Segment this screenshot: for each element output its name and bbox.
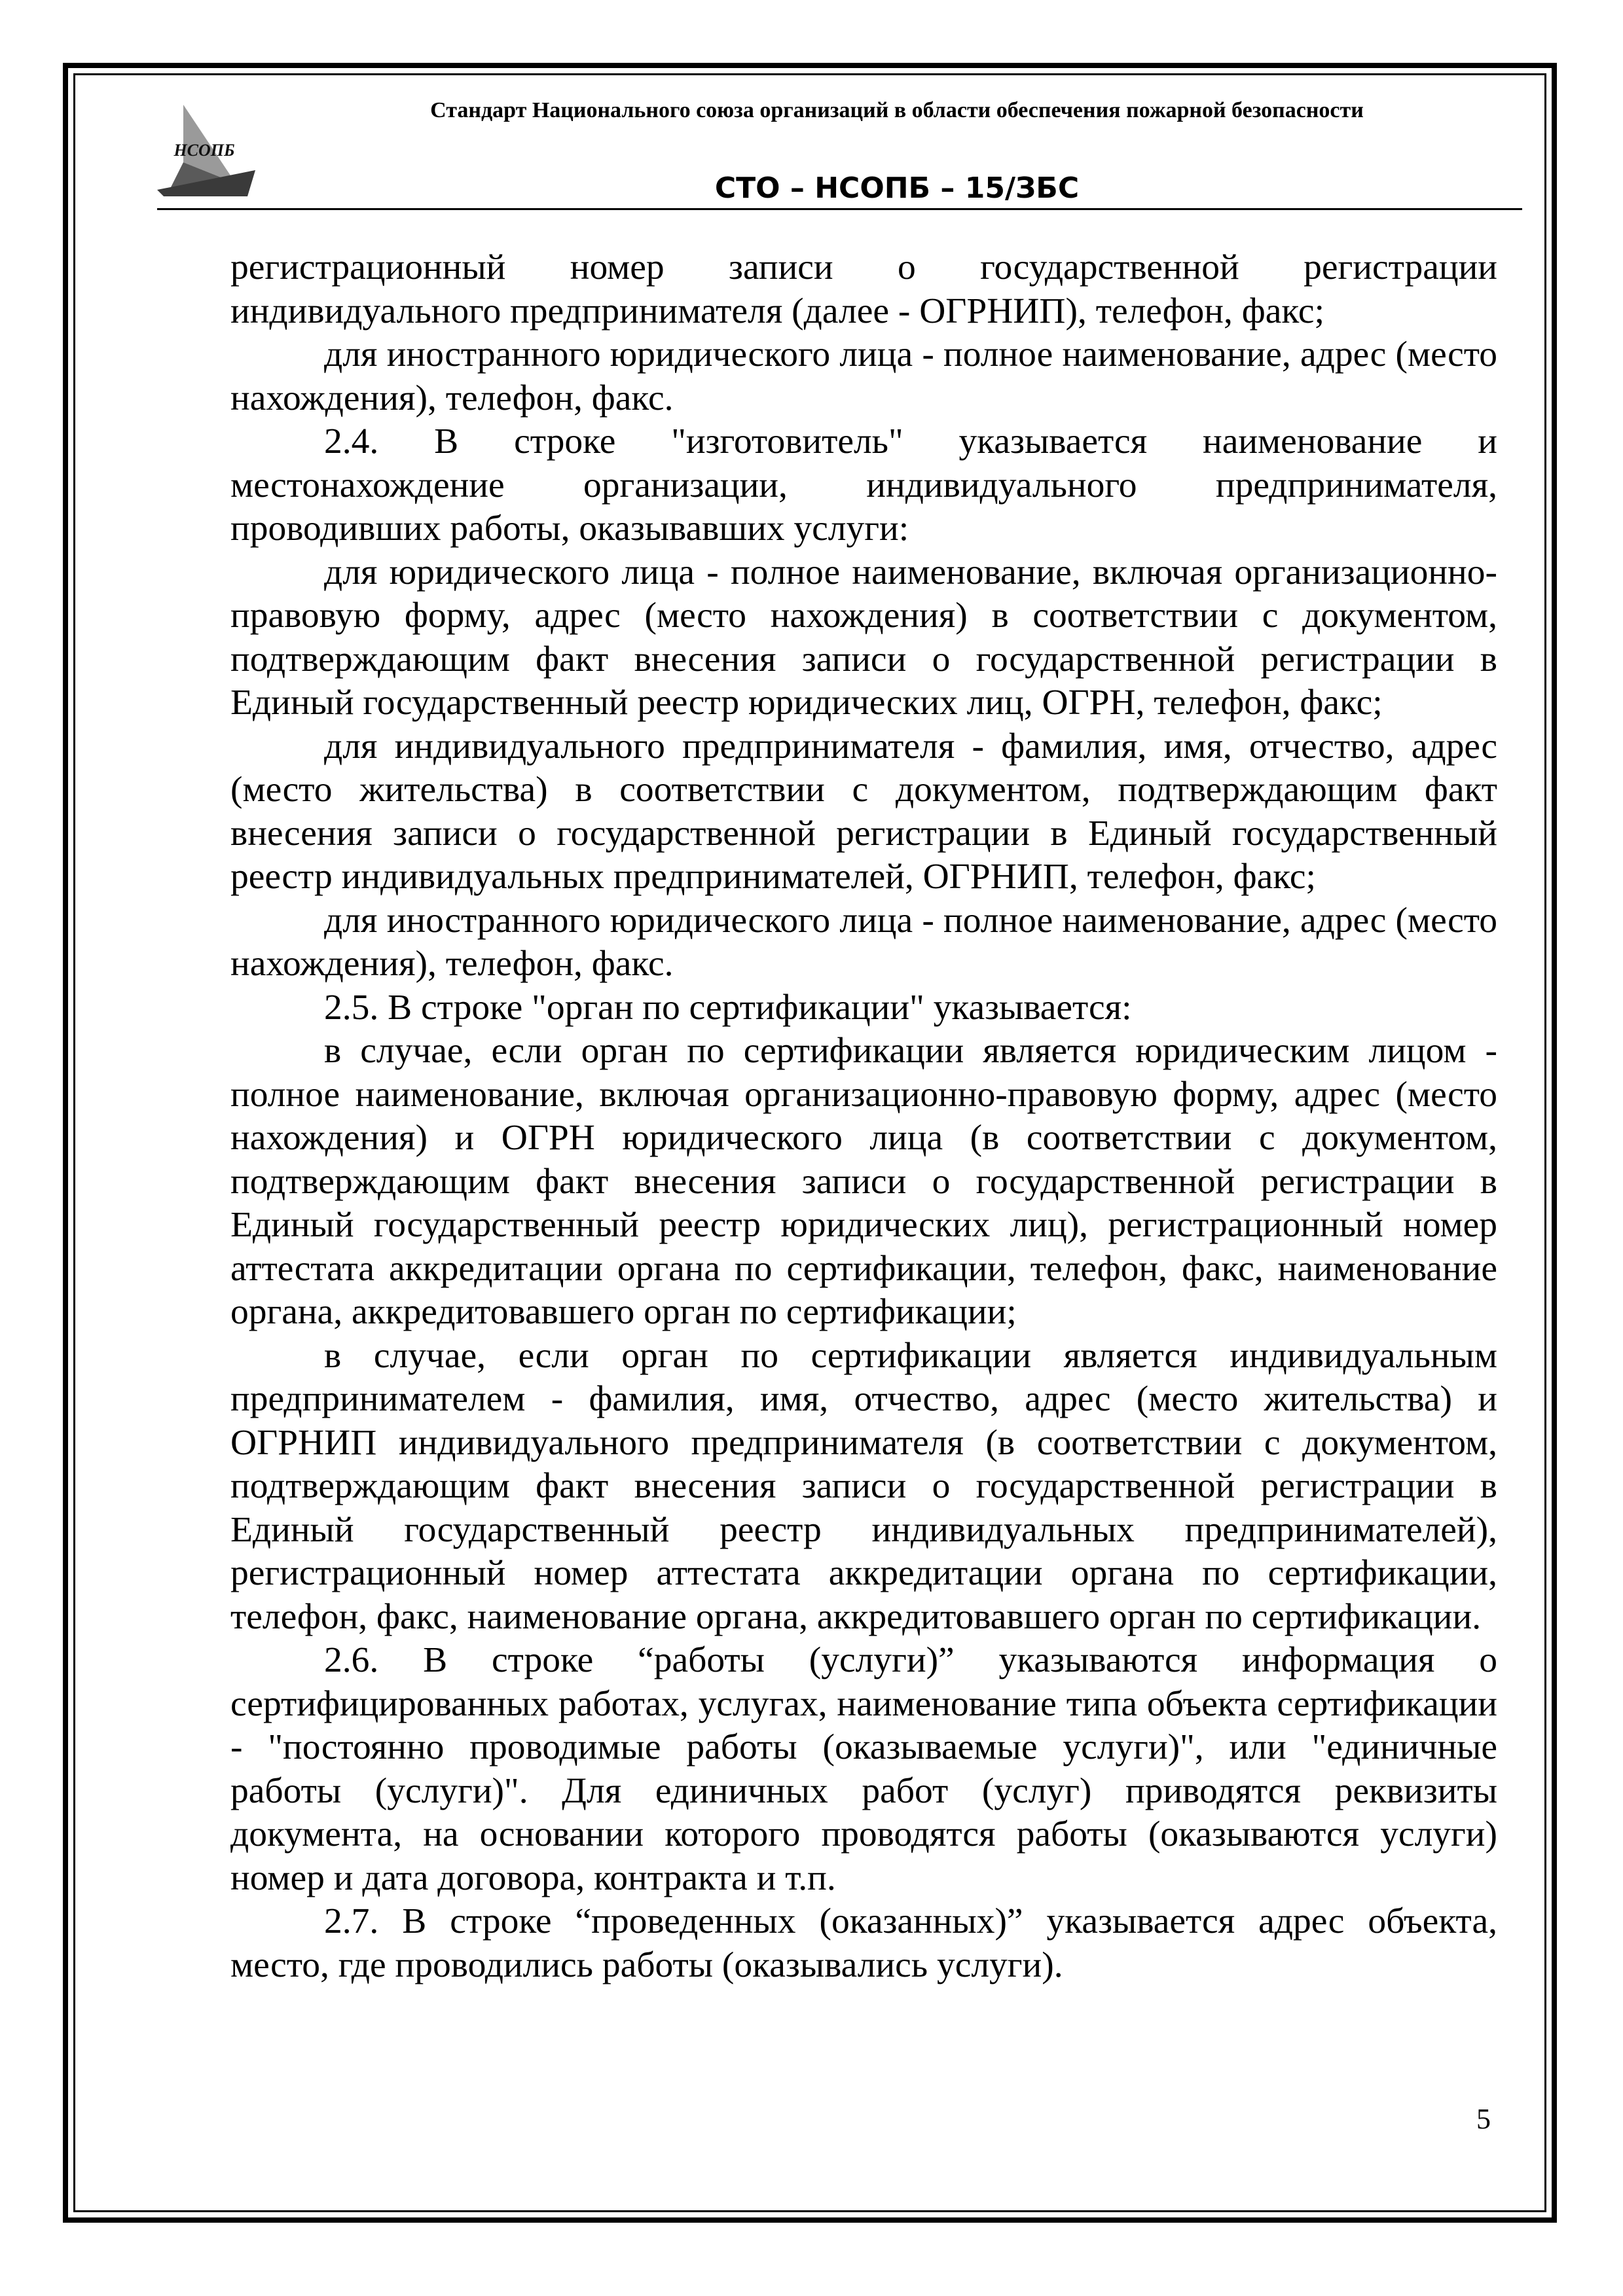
paragraph: для иностранного юридического лица - полное наименование, адрес (место нахождения), телефон, факс. [230, 334, 1497, 418]
nsopb-logo-icon [157, 105, 255, 196]
paragraph: регистрационный номер записи о государственной регистрации индивидуального предпринимателя (далее - ОГРНИП), телефон, факс; [230, 247, 1497, 331]
paragraph: 2.6. В строке “работы (услуги)” указываются информация о сертифицированных работах, услугах, наименование типа объекта сертификации - "постоянно проводимые работы (оказываемые услуги)", или "единичные работы (услуги)". Для единичных работ (услуг) приводятся реквизиты документа, на основании которого проводятся работы (оказываются услуги) номер и дата договора, контракта и т.п. [230, 1640, 1497, 1898]
paragraph: для иностранного юридического лица - полное наименование, адрес (место нахождения), телефон, факс. [230, 900, 1497, 984]
page-number: 5 [1476, 2103, 1491, 2135]
paragraph: в случае, если орган по сертификации является индивидуальным предпринимателем - фамилия, имя, отчество, адрес (место жительства) и ОГРНИП индивидуального предпринимателя (в соответствии с документом, подтверждающим факт внесения записи о государственной регистрации в Единый государственный реестр индивидуальных предпринимателей), регистрационный номер аттестата аккредитации органа по сертификации, телефон, факс, наименование органа, аккредитовавшего орган по сертификации. [230, 1335, 1497, 1637]
header-organization: Стандарт Национального союза организаций в области обеспечения пожарной безопасности [430, 98, 1364, 122]
paragraph: в случае, если орган по сертификации является юридическим лицом - полное наименование, включая организационно-правовую форму, адрес (место нахождения) и ОГРН юридического лица (в соответствии с документом, подтверждающим факт внесения записи о государственной регистрации в Единый государственный реестр юридических лиц), регистрационный номер аттестата аккредитации органа по сертификации, телефон, факс, наименование органа, аккредитовавшего орган по сертификации; [230, 1031, 1497, 1332]
paragraph: для юридического лица - полное наименование, включая организационно-правовую форму, адрес (место нахождения) в соответствии с документом, подтверждающим факт внесения записи о государственной регистрации в Единый государственный реестр юридических лиц, ОГРН, телефон, факс; [230, 552, 1497, 723]
document-code: СТО – НСОПБ – 15/ЗБС [714, 171, 1080, 205]
header-divider [157, 208, 1522, 210]
paragraph: для индивидуального предпринимателя - фамилия, имя, отчество, адрес (место жительства) в соответствии с документом, подтверждающим факт внесения записи о государственной регистрации в Единый государственный реестр индивидуальных предпринимателей, ОГРНИП, телефон, факс; [230, 726, 1497, 897]
paragraph: 2.4. В строке "изготовитель" указывается наименование и местонахождение организации, индивидуального предпринимателя, проводивших работы, оказывавших услуги: [230, 422, 1497, 548]
logo-text: НСОПБ [173, 141, 235, 160]
paragraph: 2.5. В строке "орган по сертификации" указывается: [324, 987, 1132, 1028]
paragraph: 2.7. В строке “проведенных (оказанных)” указывается адрес объекта, место, где проводились работы (оказывались услуги). [230, 1901, 1497, 1985]
document-body [230, 246, 1497, 1987]
